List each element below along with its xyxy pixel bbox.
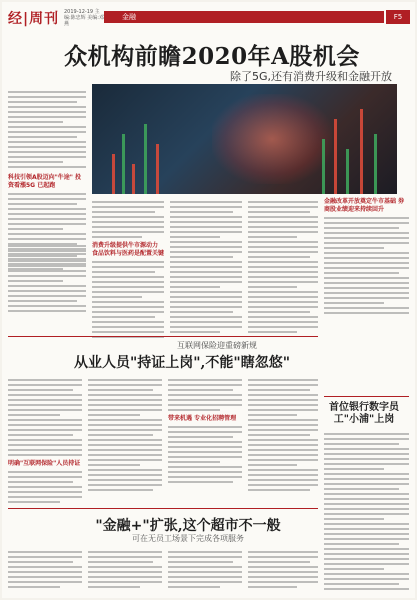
article2-col2 [88,376,162,494]
article3-subtitle: 可在无员工场景下完成各项服务 [132,534,244,543]
lead-text-col2 [92,198,164,341]
lead-text-col1-bottom [8,242,86,315]
sidebar-divider [324,396,409,397]
article2-side-kicker-1: 明确"互联网保险"人员持证 [8,460,81,467]
masthead [8,8,410,28]
masthead-logo: 经|周刊 [8,11,60,27]
sidebar-title: 首位银行数字员工"小浦"上岗 [329,402,399,425]
sidebar-text [324,430,409,593]
article2-col3 [168,376,242,486]
article3-title: "金融+"扩张,这个超市不一般 [95,518,281,534]
article3-col3 [168,548,242,591]
article2-col1 [8,376,82,506]
lead-kicker-2: 消费升级提供牛市源动力 食品饮料与医药是配置关键 [92,242,165,257]
article2-title: 从业人员"持证上岗",不能"瞎忽悠" [73,355,291,371]
article3-col4 [248,548,318,591]
article2-col4 [248,376,318,494]
article3-col2 [88,548,162,591]
article2-side-kicker-2: 带来机遇 专业化招聘管理 [168,415,237,422]
lead-headline: 众机构前瞻2020年A股机会 [64,43,360,70]
page-number: F5 [386,10,410,24]
stock-market-photo [92,84,397,194]
lead-kicker-3: 金融改革开放奠定牛市基础 券商股业绩迎来持续回升 [324,198,405,213]
lead-text-col3 [170,198,242,336]
newspaper-page [2,2,415,598]
section-divider [8,336,318,337]
section-label: 金融 [122,13,136,21]
lead-text-right [324,198,409,317]
article3-col1 [8,548,82,591]
masthead-date: 2019-12-19 主编:陈忠辉 美编:邓燕 [64,9,104,27]
section-divider-2 [8,508,318,509]
article2-kicker: 互联网保险迎重磅新规 [177,341,257,350]
section-bar [104,11,384,23]
lead-text-col4 [248,198,318,336]
lead-kicker-1: 科技引领A股迈向"牛途" 投资看漲5G 已起跑 [8,174,81,189]
lead-subhead: 除了5G,还有消费升级和金融开放 [229,70,392,83]
